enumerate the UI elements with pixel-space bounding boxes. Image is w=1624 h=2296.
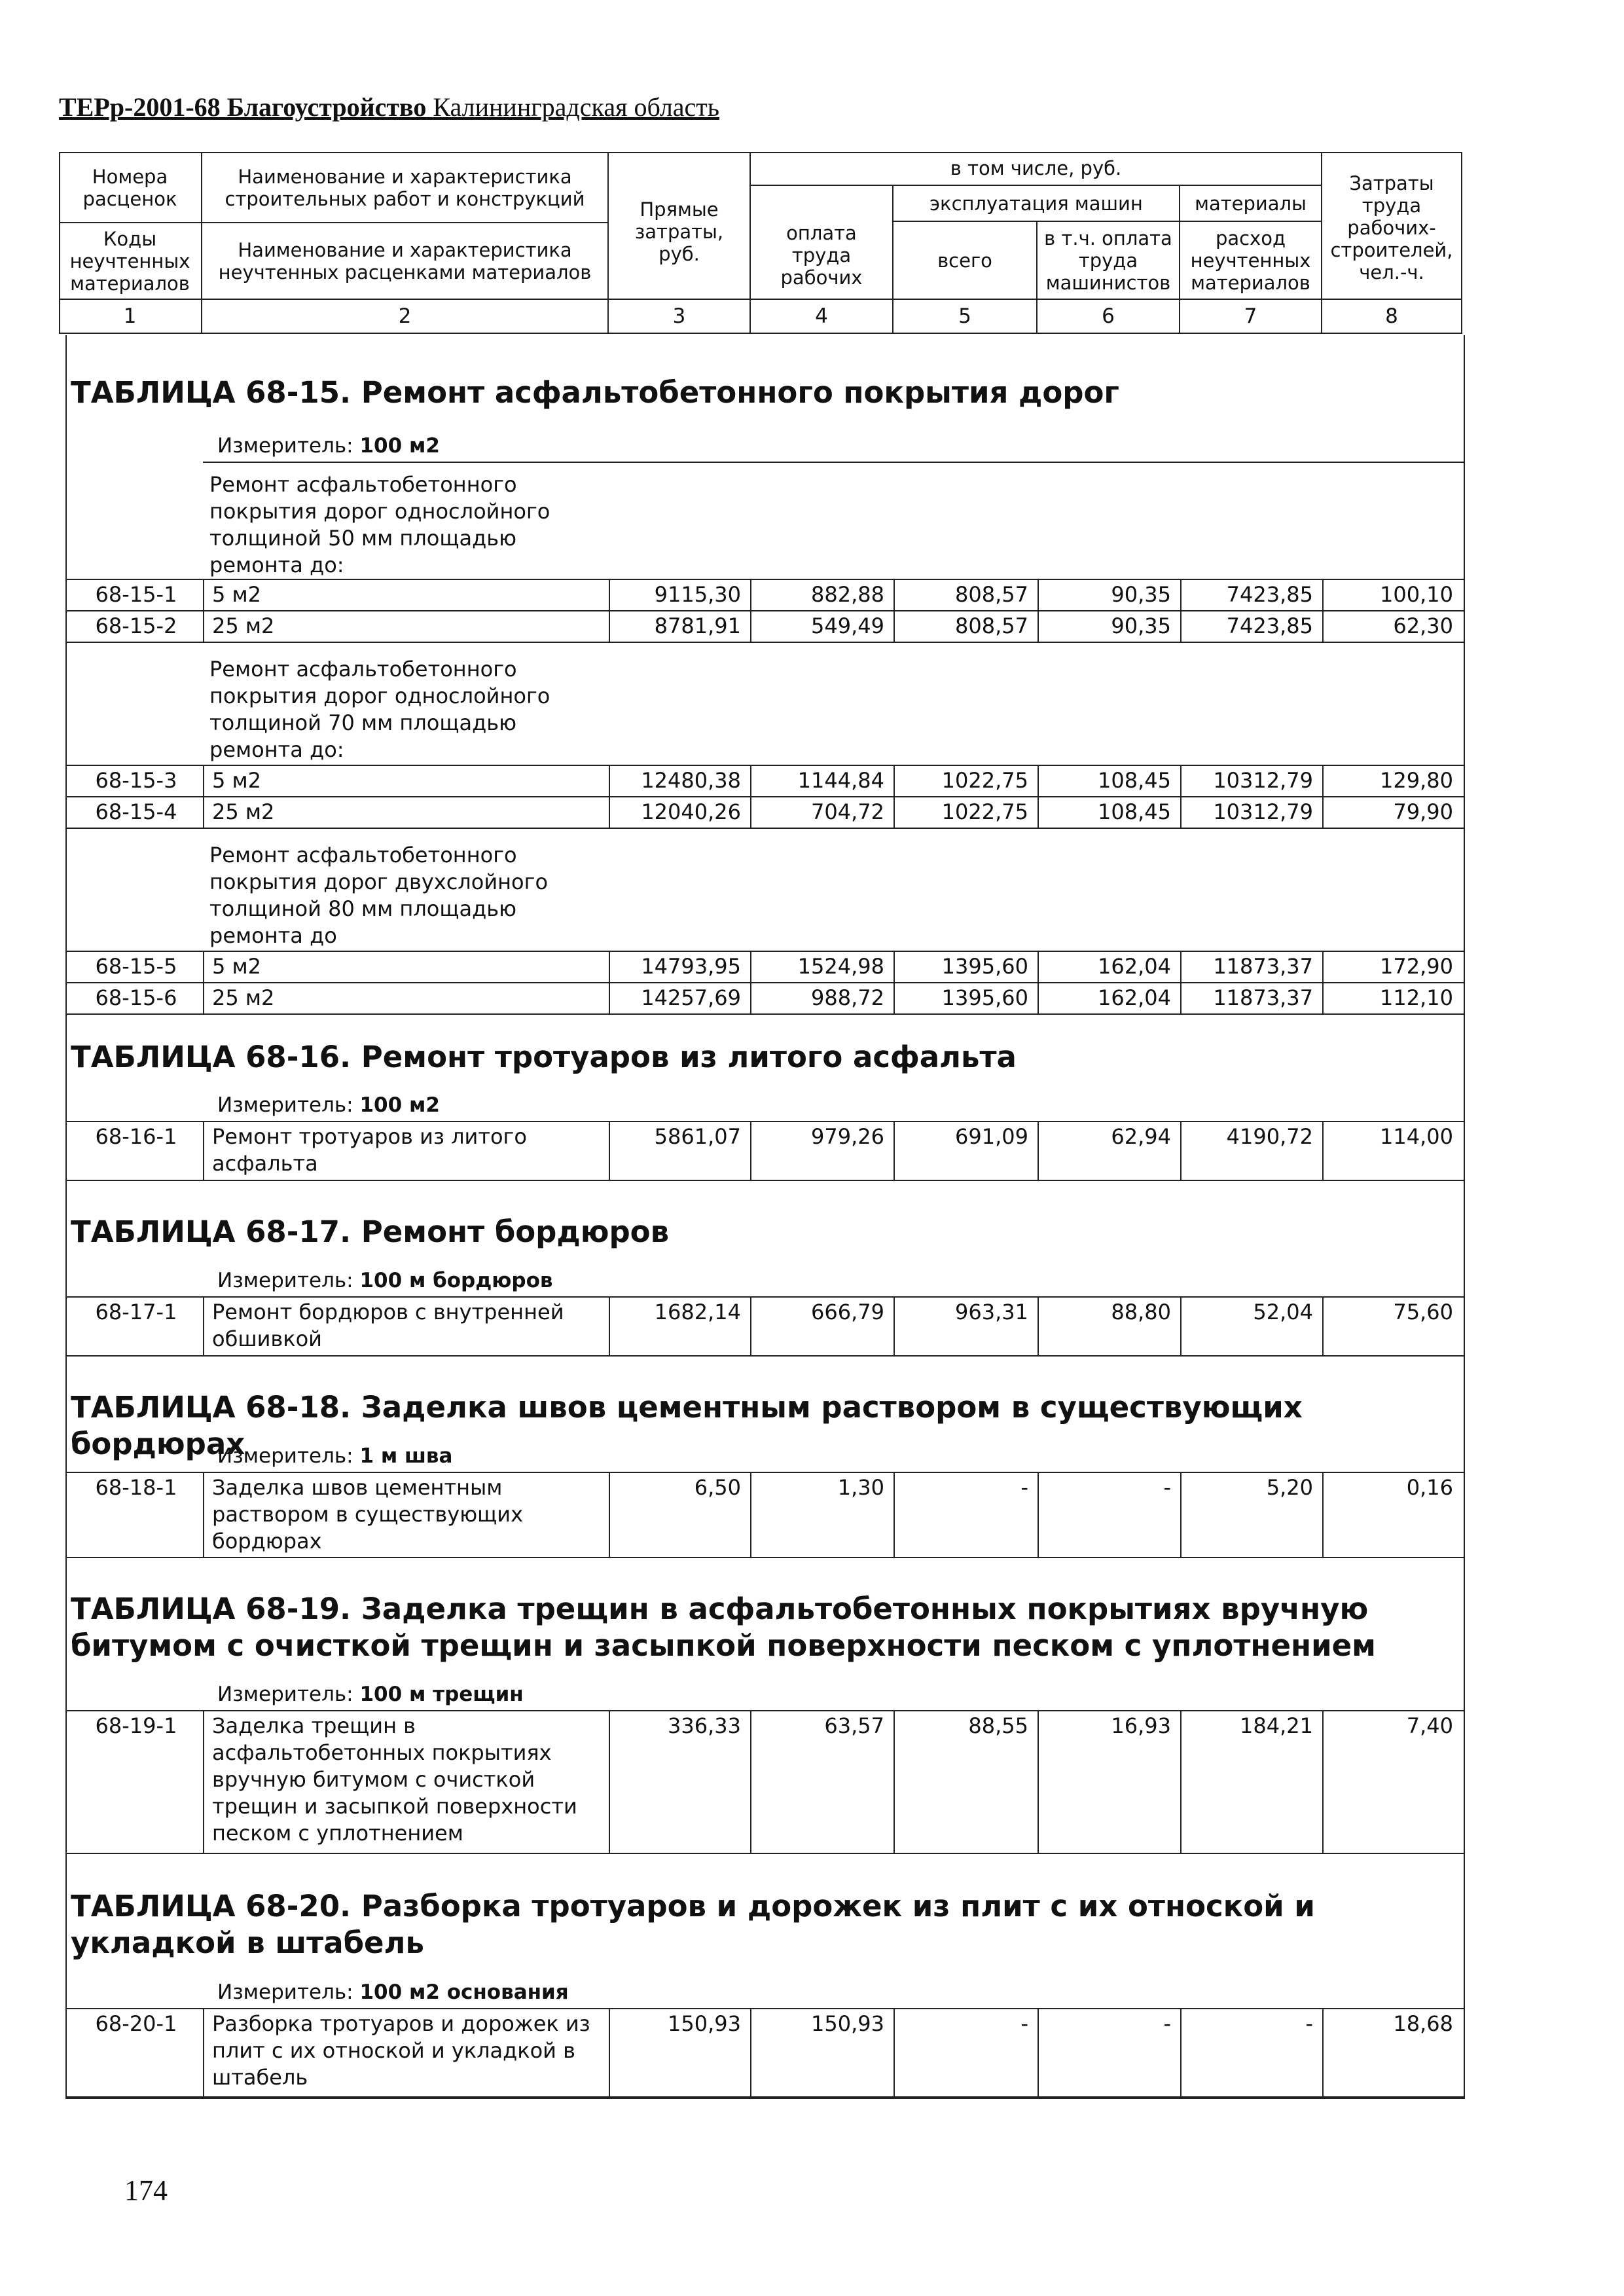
section-title: ТАБЛИЦА 68-18. Заделка швов цементным раствором в существующих бордюрах (71, 1390, 1303, 1461)
column-number: 3 (672, 304, 686, 328)
group-description: Ремонт асфальтобетонного покрытия дорог однослойного толщиной 70 мм площадью ремонта до: (209, 657, 550, 762)
header-materials: материалы (1195, 192, 1307, 215)
section-title: ТАБЛИЦА 68-19. Заделка трещин в асфальтобетонных покрытиях вручную битумом с очисткой трещин и засыпкой поверхности песком с уплотнением (71, 1592, 1376, 1663)
page-number: 174 (124, 2174, 168, 2206)
document-title (59, 92, 719, 122)
unit-of-measure: Измеритель: 100 м2 (217, 434, 440, 458)
header-material-name: Наименование и характеристика неучтенных расценками материалов (218, 239, 592, 283)
section-title: ТАБЛИЦА 68-20. Разборка тротуаров и дорожек из плит с их отноской и укладкой в штабель (71, 1889, 1315, 1960)
unit-of-measure: Измеритель: 100 м2 (217, 1093, 440, 1117)
unit-of-measure: Измеритель: 1 м шва (217, 1444, 453, 1468)
document-region: Калининградская область (433, 92, 720, 122)
column-number: 5 (958, 304, 971, 328)
document-code: ТЕРр-2001-68 Благоустройство (59, 92, 427, 122)
header-machines: эксплуатация машин (929, 192, 1143, 215)
header-rate-number: Номера расценок (82, 166, 177, 210)
section-title: ТАБЛИЦА 68-15. Ремонт асфальтобетонного покрытия дорог (71, 375, 1119, 410)
column-number: 2 (398, 304, 412, 328)
unit-of-measure: Измеритель: 100 м трещин (217, 1683, 524, 1706)
column-number: 8 (1385, 304, 1398, 328)
header-machines-total: всего (937, 249, 992, 272)
section-title: ТАБЛИЦА 68-16. Ремонт тротуаров из литого асфальта (71, 1040, 1017, 1074)
column-number: 6 (1102, 304, 1115, 328)
group-description: Ремонт асфальтобетонного покрытия дорог двухслойного толщиной 80 мм площадью ремонта до (209, 843, 549, 948)
header-including: в том числе, руб. (950, 157, 1122, 179)
group-description: Ремонт асфальтобетонного покрытия дорог однослойного толщиной 50 мм площадью ремонта до: (209, 472, 550, 577)
unit-of-measure: Измеритель: 100 м2 основания (217, 1980, 569, 2004)
header-operators-pay: в т.ч. оплата труда машинистов (1044, 227, 1172, 294)
header-unaccounted-materials: расход неучтенных материалов (1190, 227, 1311, 294)
table-body: ТАБЛИЦА 68-15. Ремонт асфальтобетонного покрытия дорог Измеритель: 100 м2 Ремонт асфальтобетонного покрытия дорог однослойного толщиной 50 мм площадью ремонта до: Ремонт асфальтобетонного покрытия дорог однослойного толщиной 70 мм площадью ремонта до: Ремонт асфальтобетонного покрытия дорог двухслойного толщиной 80 мм площадью ремонта до 68-15-1 5 м2 9115,30 882,88 808,57 90,35 7423,85 100,10 68-15-2 25 м2 8781,91 549,49 808,57 90,35 7423,85 62,30 68-15-3 5 м2 12480,38 1144,84 1022,75 108,45 10312,79 129,80 68-15-4 25 м2 12040,26 704,72 1022,75 108,45 10312,79 79,90 68-15-5 5 м2 14793,95 1524,98 1395,60 162,04 11873,37 172,90 68-15-6 25 м2 14257,69 988,72 1395,60 162,04 11873,37 112,10 ТАБЛИЦА 68-16. Ремонт тротуаров из литого асфальта Измеритель: 100 м2 68-16-1 Ремонт тротуаров из литого асфальта 5861,07 979,26 691,09 62,94 4190,72 114,00 ТАБЛИЦА 68-17. Ремонт бордюров Измеритель: 100 м бордюров 68-17-1 Ремонт бордюров с внутренней обшивкой 1682,14 666,79 963,31 88,80 52,04 75,60 ТАБЛИЦА 68-18. Заделка швов цементным раствором в существующих бордюрах Измеритель: 1 м шва 68-18-1 Заделка швов цементным раствором в существующих бордюрах 6,50 1,30 - - 5,20 0,16 ТАБЛИЦА 68-19. Заделка трещин в асфальтобетонных покрытиях вручную битумом с очисткой трещин и засыпкой поверхности песком с уплотнением Измеритель: 100 м трещин 68-19-1 Заделка трещин в асфальтобетонных покрытиях вручную битумом с очисткой трещин и засыпкой поверхности песком с уплотнением 336,33 63,57 88,55 16,93 184,21 7,40 ТАБЛИЦА 68-20. Разборка тротуаров и дорожек из плит с их отноской и укладкой в штабель Измеритель: 100 м2 основания 68-20-1 Разборка тротуаров и дорожек из плит с их отноской и укладкой в штабель 150,93 150,93 - - - 18,68 (65, 335, 1465, 2099)
table-header (59, 152, 1462, 334)
header-workers-pay: оплата труда рабочих (780, 222, 863, 289)
header-direct-costs: Прямые затраты, руб. (634, 198, 724, 265)
header-work-name: Наименование и характеристика строительных работ и конструкций (225, 166, 585, 210)
column-number: 1 (123, 304, 137, 328)
section-title: ТАБЛИЦА 68-17. Ремонт бордюров (71, 1214, 670, 1249)
unit-of-measure: Измеритель: 100 м бордюров (217, 1269, 553, 1292)
header-material-codes: Коды неучтенных материалов (69, 228, 190, 295)
header-labor-costs: Затраты труда рабочих- строителей, чел.-ч. (1330, 172, 1453, 283)
column-number: 7 (1244, 304, 1257, 328)
column-number: 4 (815, 304, 828, 328)
